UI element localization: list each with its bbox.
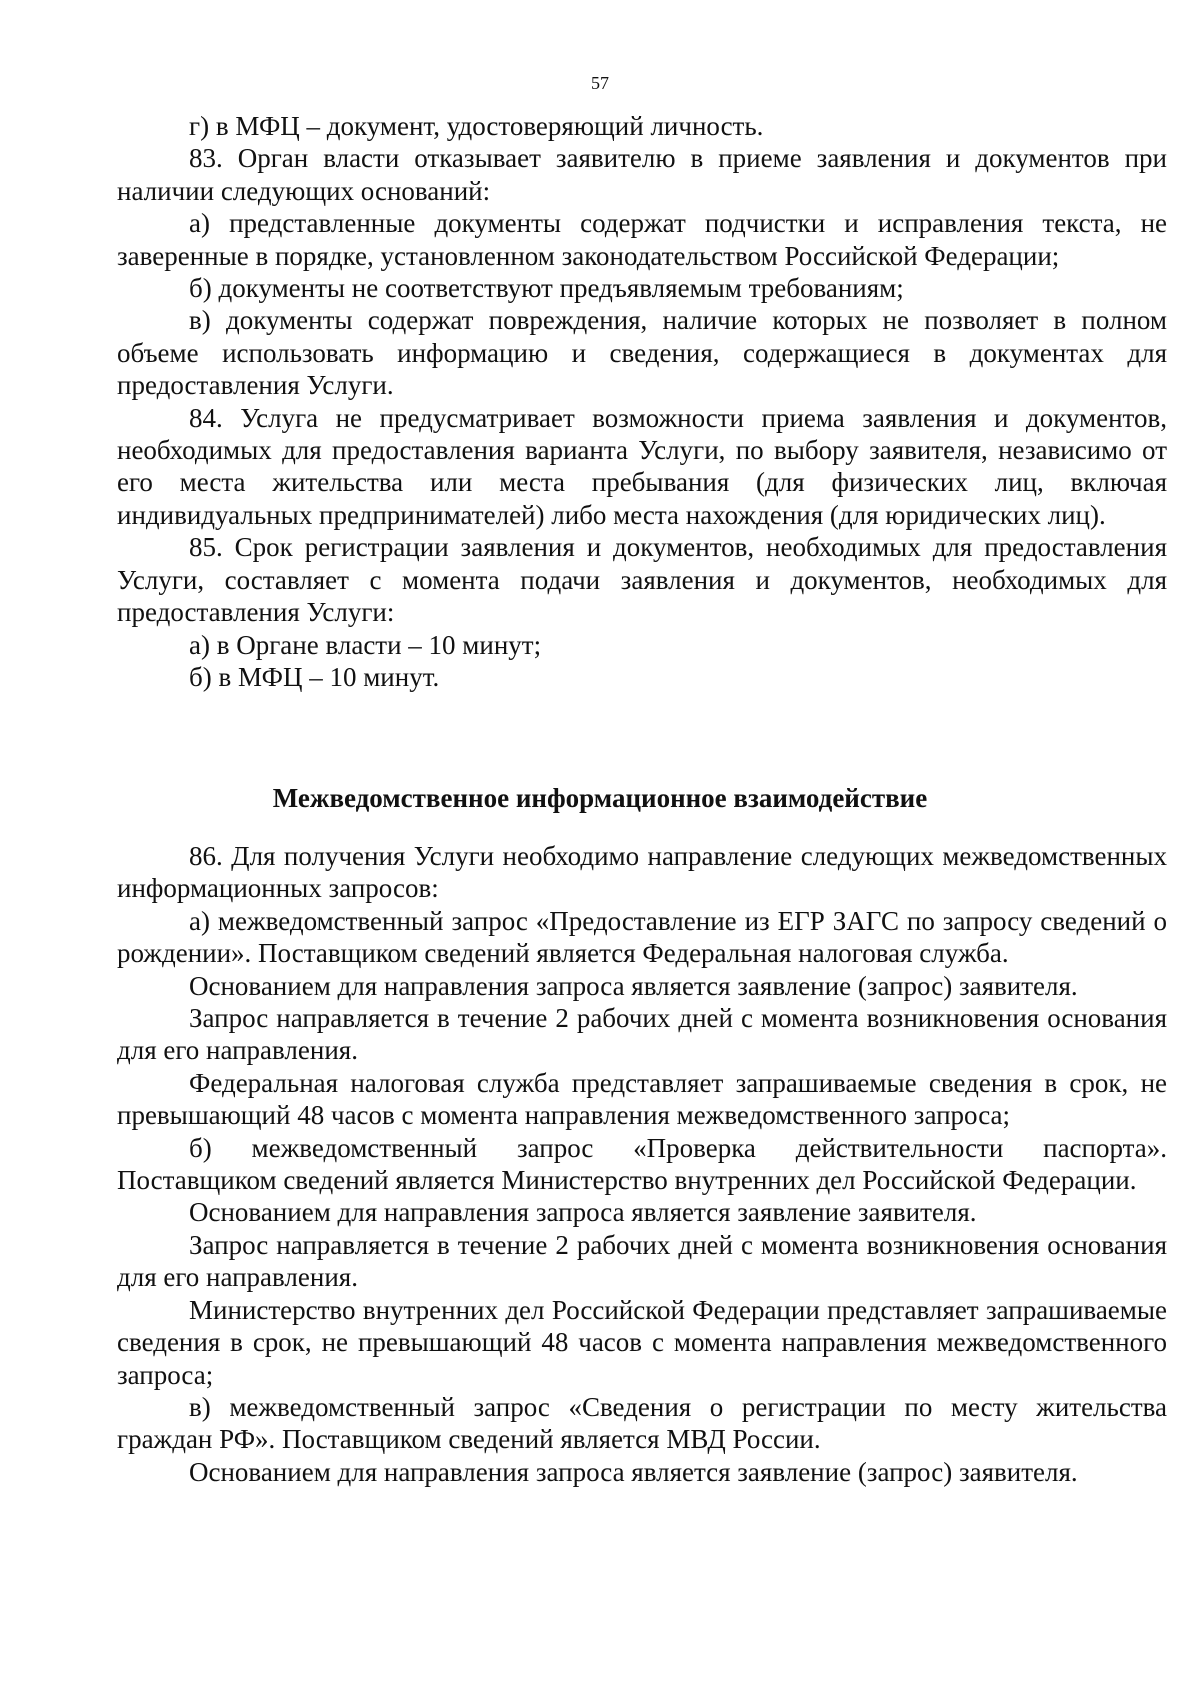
paragraph-83-a: а) представленные документы содержат подчистки и исправления текста, не заверенные в порядке, установленном законодательством Российской Федерации; — [117, 208, 1167, 271]
section-text-top — [117, 110, 1167, 693]
paragraph-85: 85. Срок регистрации заявления и документов, необходимых для предоставления Услуги, составляет с момента подачи заявления и документов, необходимых для предоставления Услуги: — [117, 532, 1167, 628]
paragraph-83-v: в) документы содержат повреждения, наличие которых не позволяет в полном объеме использовать информацию и сведения, содержащиеся в документах для предоставления Услуги. — [117, 305, 1167, 401]
paragraph-83: 83. Орган власти отказывает заявителю в приеме заявления и документов при наличии следующих оснований: — [117, 143, 1167, 206]
paragraph-86-v: в) межведомственный запрос «Сведения о регистрации по месту жительства граждан РФ». Поставщиком сведений является МВД России. — [117, 1391, 1167, 1455]
paragraph-84: 84. Услуга не предусматривает возможности приема заявления и документов, необходимых для предоставления варианта Услуги, по выбору заявителя, независимо от его места жительства или места пребывания (для физических лиц, включая индивидуальных предпринимателей) либо места нахождения (для юридических лиц). — [117, 402, 1167, 530]
paragraph-86: 86. Для получения Услуги необходимо направление следующих межведомственных информационных запросов: — [117, 841, 1167, 904]
page-number: 57 — [591, 73, 609, 93]
paragraph-86-b-provider: Министерство внутренних дел Российской Федерации представляет запрашиваемые сведения в срок, не превышающий 48 часов с момента направления межведомственного запроса; — [117, 1294, 1167, 1390]
paragraph-86-v-basis: Основанием для направления запроса является заявление (запрос) заявителя. — [189, 1456, 1078, 1487]
section-text-bottom — [117, 840, 1167, 1488]
section-heading: Межведомственное информационное взаимодействие — [272, 783, 928, 813]
paragraph-86-b: б) межведомственный запрос «Проверка действительности паспорта». Поставщиком сведений является Министерство внутренних дел Российской Федерации. — [117, 1132, 1167, 1196]
paragraph-86-b-basis: Основанием для направления запроса является заявление заявителя. — [189, 1197, 977, 1228]
paragraph-83-b: б) документы не соответствуют предъявляемым требованиям; — [189, 273, 904, 304]
paragraph-item-g-mfc: г) в МФЦ – документ, удостоверяющий личность. — [189, 111, 764, 141]
paragraph-86-b-deadline: Запрос направляется в течение 2 рабочих дней с момента возникновения основания для его направления. — [117, 1229, 1167, 1293]
paragraph-86-a: а) межведомственный запрос «Предоставление из ЕГР ЗАГС по запросу сведений о рождении». Поставщиком сведений является Федеральная налоговая служба. — [117, 905, 1167, 969]
paragraph-85-a: а) в Органе власти – 10 минут; — [189, 629, 542, 660]
paragraph-86-a-deadline: Запрос направляется в течение 2 рабочих дней с момента возникновения основания для его направления. — [117, 1003, 1167, 1066]
paragraph-85-b: б) в МФЦ – 10 минут. — [189, 661, 440, 692]
paragraph-86-a-basis: Основанием для направления запроса является заявление (запрос) заявителя. — [189, 970, 1078, 1001]
paragraph-86-a-provider: Федеральная налоговая служба представляет запрашиваемые сведения в срок, не превышающий 48 часов с момента направления межведомственного запроса; — [117, 1067, 1167, 1131]
